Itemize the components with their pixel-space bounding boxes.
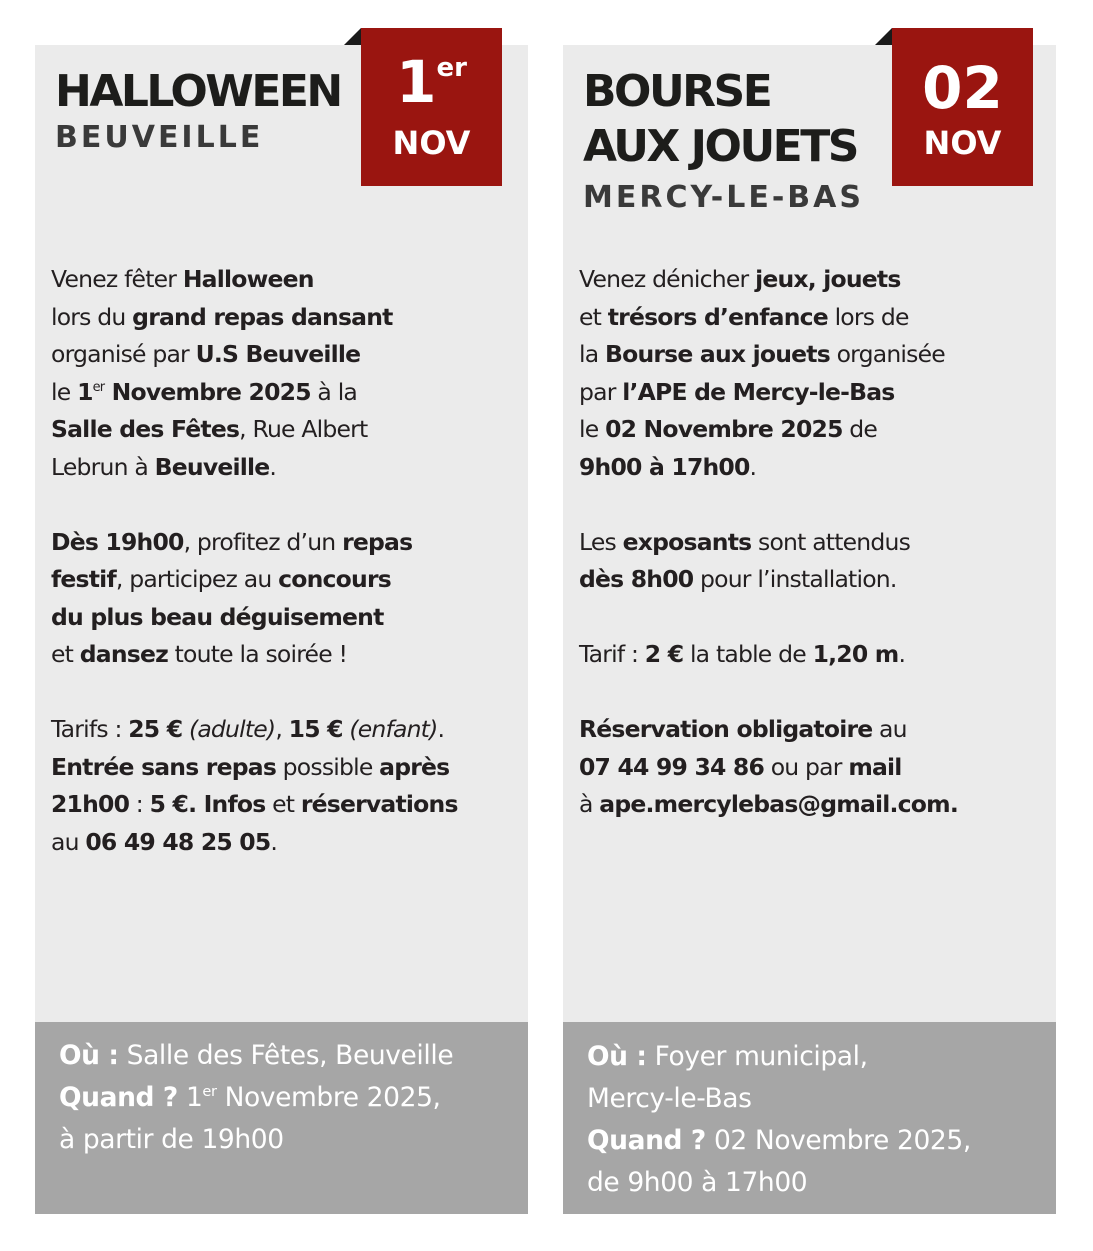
event-description [579,261,1049,824]
reservation-line: Réservation obligatoire au [579,715,907,743]
description-line: Les exposants sont attendus [579,527,911,556]
description-line: Venez fêter Halloween [51,265,314,293]
badge-month: NOV [392,124,471,162]
badge-fold-corner [875,28,892,45]
description-line: festif, participez au concours [51,565,391,593]
when-line-2: de 9h00 à 17h00 [587,1167,808,1198]
when-line: Quand ? 1er Novembre 2025, [59,1082,441,1113]
description-line: et dansez toute la soirée ! [51,640,348,668]
description-line: Lebrun à Beuveille. [51,452,277,481]
description-line: et trésors d’enfance lors de [579,302,909,331]
description-line: organisé par U.S Beuveille [51,340,361,368]
event-title-line-2: AUX JOUETS [583,121,857,172]
date-badge [892,28,1033,186]
description-line: la Bourse aux jouets organisée [579,340,945,368]
description-line: Salle des Fêtes, Rue Albert [51,415,368,443]
badge-fold-corner [344,28,361,45]
event-location-heading: MERCY-LE-BAS [583,180,864,215]
email-line: à ape.mercylebas@gmail.com. [579,790,958,818]
badge-month: NOV [923,124,1002,162]
description-line: Dès 19h00, profitez d’un repas [51,527,413,556]
description-line: du plus beau déguisement [51,602,384,631]
pricing-line: Tarif : 2 € la table de 1,20 m. [579,640,906,668]
description-line: dès 8h00 pour l’installation. [579,565,897,593]
badge-day: 02 [922,54,1003,122]
event-info-box [563,1022,1056,1214]
description-line: Venez dénicher jeux, jouets [579,265,901,293]
description-line: par l’APE de Mercy-le-Bas [579,377,895,406]
event-title: HALLOWEEN [55,66,341,117]
description-line: lors du grand repas dansant [51,302,393,331]
pricing-line: Entrée sans repas possible après [51,752,450,781]
event-description [51,261,521,861]
where-line-2: Mercy-le-Bas [587,1083,752,1114]
description-line: 9h00 à 17h00. [579,452,757,481]
where-line: Où : Salle des Fêtes, Beuveille [59,1040,454,1071]
pricing-line: 21h00 : 5 €. Infos et réservations [51,790,458,818]
event-info-box [35,1022,528,1214]
pricing-line: Tarifs : 25 € (adulte), 15 € (enfant). [51,715,445,743]
phone-line: au 06 49 48 25 05. [51,827,278,856]
event-card-halloween [35,45,528,1214]
description-line: le 1er Novembre 2025 à la [51,377,358,406]
event-title-line-1: BOURSE [583,66,771,117]
description-line: le 02 Novembre 2025 de [579,415,878,443]
phone-line: 07 44 99 34 86 ou par mail [579,752,902,781]
badge-day: 1er [396,48,467,116]
when-line: Quand ? 02 Novembre 2025, [587,1125,971,1156]
date-badge [361,28,502,186]
where-line: Où : Foyer municipal, [587,1041,868,1072]
when-line-2: à partir de 19h00 [59,1124,284,1155]
event-location-heading: BEUVEILLE [55,120,264,155]
event-card-bourse-aux-jouets [563,45,1056,1214]
